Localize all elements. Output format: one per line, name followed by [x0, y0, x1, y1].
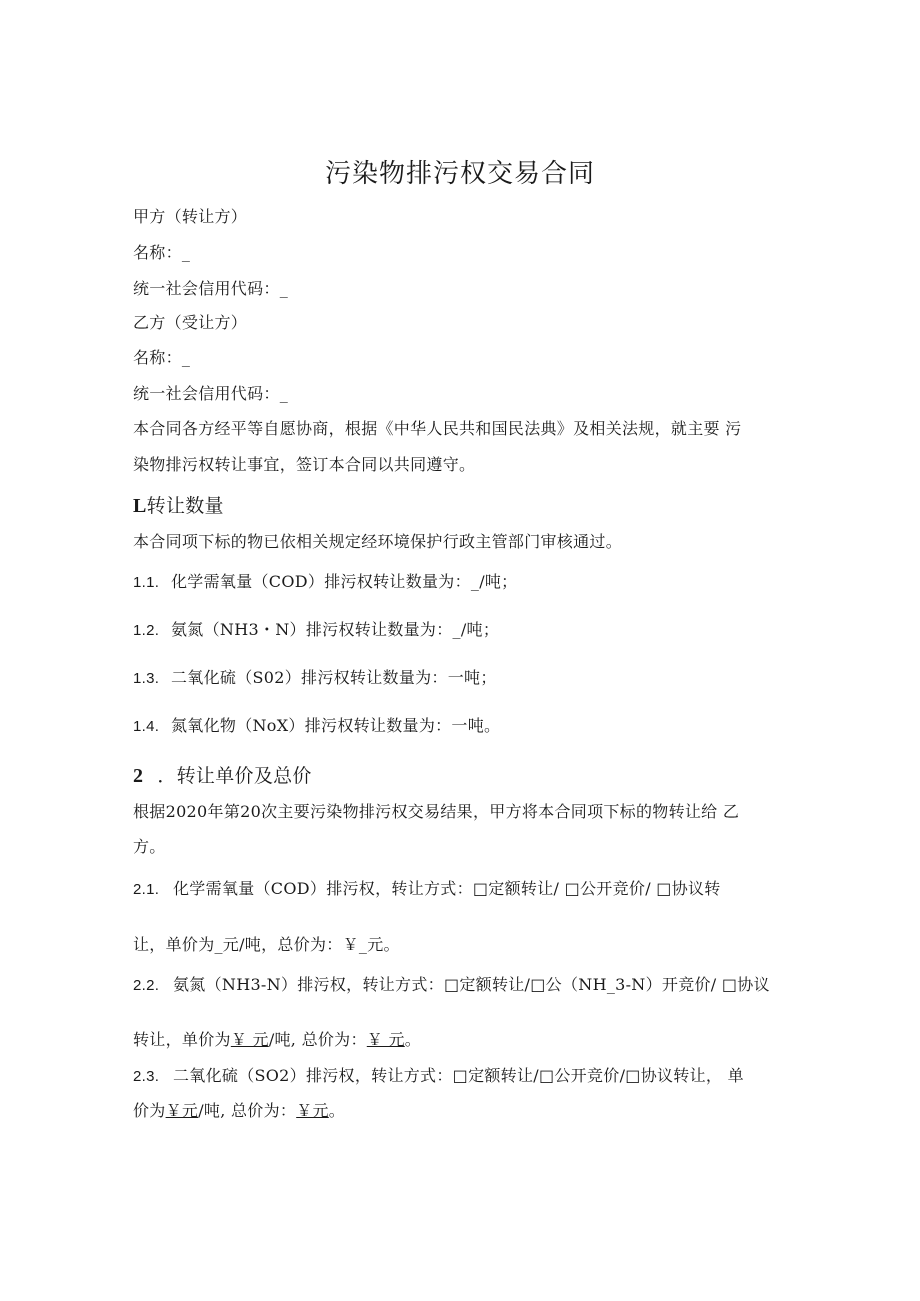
- text-segment: 转让，单价为: [133, 1030, 231, 1049]
- text-segment: 。: [404, 1030, 422, 1049]
- section-2-number: 2: [133, 765, 144, 787]
- section-1-number: L: [133, 495, 147, 517]
- item-number: 2.1.: [133, 881, 160, 898]
- item-text: 二氧化硫（SO2）排污权，转让方式：□定额转让/□公开竞价/□协议转让， 单: [173, 1066, 744, 1085]
- section-2-item-1-line-2: 让，单价为_元/吨，总价为：￥_元。: [133, 935, 400, 954]
- total-price-field: ￥ 元: [366, 1030, 405, 1049]
- section-1-title: 转让数量: [146, 495, 224, 517]
- item-text: 化学需氧量（COD）排污权转让数量为：_/吨；: [171, 572, 518, 591]
- item-number: 2.2.: [133, 977, 160, 994]
- text-segment: 。: [328, 1101, 346, 1120]
- section-2-heading: [133, 764, 312, 788]
- text-segment: 价为: [133, 1101, 166, 1120]
- section-2-desc-line-1: 根据2020年第20次主要污染物排污权交易结果，甲方将本合同项下标的物转让给 乙: [133, 802, 740, 821]
- item-text: 氮氧化物（NoX）排污权转让数量为：一吨。: [171, 716, 501, 735]
- party-a-credit-code: 统一社会信用代码：_: [133, 279, 289, 298]
- item-number: 1.2.: [133, 622, 160, 639]
- section-2-item-2-line-2: [133, 1030, 421, 1050]
- text-segment: /吨, 总价为：: [198, 1101, 297, 1120]
- item-number: 1.1.: [133, 574, 160, 591]
- item-number: 1.4.: [133, 718, 160, 735]
- total-price-field: ￥元: [296, 1101, 329, 1120]
- item-text: 氨氮（NH3・N）排污权转让数量为：_/吨；: [171, 620, 500, 639]
- item-text: 氨氮（NH3-N）排污权，转让方式：□定额转让/□公（NH_3-N）开竞价/ □协议: [173, 975, 770, 994]
- section-2-item-2-line-1: [133, 975, 770, 996]
- section-1-item: [133, 572, 517, 593]
- section-2-item-1-line-1: [133, 879, 721, 900]
- party-a-name: 名称：_: [133, 243, 191, 262]
- item-number: 2.3.: [133, 1068, 160, 1085]
- section-2-title: ．转让单价及总价: [157, 765, 312, 787]
- item-text: 化学需氧量（COD）排污权，转让方式：□定额转让/ □公开竞价/ □协议转: [173, 879, 721, 898]
- unit-price-field: ￥元: [165, 1101, 199, 1120]
- section-1-heading: [133, 494, 224, 518]
- section-1-item: [133, 668, 497, 689]
- item-number: 1.3.: [133, 670, 160, 687]
- unit-price-field: ￥ 元: [230, 1030, 269, 1049]
- party-a-heading: 甲方（转让方）: [133, 207, 248, 226]
- party-b-credit-code: 统一社会信用代码：_: [133, 384, 289, 403]
- section-1-description: 本合同项下标的物已依相关规定经环境保护行政主管部门审核通过。: [133, 532, 623, 551]
- party-b-name: 名称：_: [133, 348, 191, 367]
- section-2-item-3-line-2: [133, 1101, 345, 1121]
- document-title: 污染物排污权交易合同: [324, 159, 595, 189]
- section-1-item: [133, 620, 499, 641]
- section-2-item-3-line-1: [133, 1066, 744, 1087]
- section-2-desc-line-2: 方。: [133, 837, 166, 856]
- party-b-heading: 乙方（受让方）: [133, 313, 248, 332]
- intro-line-1: 本合同各方经平等自愿协商，根据《中华人民共和国民法典》及相关法规，就主要 污: [133, 419, 742, 438]
- item-text: 二氧化硫（S02）排污权转让数量为：一吨；: [171, 668, 497, 687]
- intro-line-2: 染物排污权转让事宜，签订本合同以共同遵守。: [133, 455, 476, 474]
- section-1-item: [133, 716, 500, 737]
- text-segment: /吨, 总价为：: [268, 1030, 367, 1049]
